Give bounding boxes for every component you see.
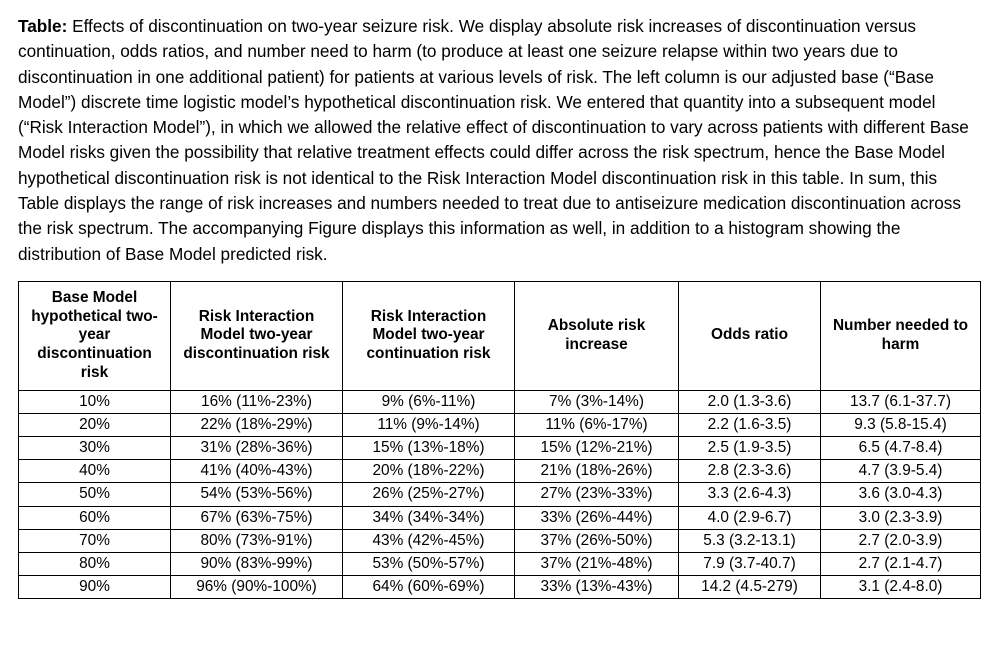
caption-text: Effects of discontinuation on two-year seizure risk. We display absolute risk increases of discontinuation versus continuation, odds ratios, and number need to harm (to produce at least one seizure relapse within two years due to discontinuation in one additional patient) for patients at various levels of risk. The left column is our adjusted base (“Base Model”) discrete time logistic model’s hypothetical discontinuation risk. We entered that quantity into a subsequent model (“Risk Interaction Model”), in which we allowed the relative effect of discontinuation to vary across patients with different Base Model risks given the possibility that relative treatment effects could differ across the risk spectrum, hence the Base Model hypothetical discontinuation risk is not identical to the Risk Interaction Model discontinuation risk in this table. In sum, this Table displays the range of risk increases and numbers needed to treat due to antiseizure medication discontinuation across the risk spectrum. The accompanying Figure displays this information as well, in addition to a histogram showing the distribution of Base Model predicted risk. — [18, 16, 969, 264]
cell-absolute-risk-increase: 11% (6%-17%) — [515, 413, 679, 436]
cell-number-needed-to-harm: 13.7 (6.1-37.7) — [821, 390, 981, 413]
cell-rim-continuation-risk: 26% (25%-27%) — [343, 483, 515, 506]
table-row — [19, 552, 981, 575]
cell-base-model-risk: 90% — [19, 576, 171, 599]
cell-rim-discontinuation-risk: 54% (53%-56%) — [171, 483, 343, 506]
column-header-number-needed-to-harm: Number needed to harm — [821, 281, 981, 390]
cell-rim-continuation-risk: 64% (60%-69%) — [343, 576, 515, 599]
table-row — [19, 529, 981, 552]
column-header-absolute-risk-increase: Absolute risk increase — [515, 281, 679, 390]
table-row — [19, 437, 981, 460]
cell-rim-discontinuation-risk: 96% (90%-100%) — [171, 576, 343, 599]
cell-rim-continuation-risk: 20% (18%-22%) — [343, 460, 515, 483]
cell-rim-discontinuation-risk: 16% (11%-23%) — [171, 390, 343, 413]
cell-rim-discontinuation-risk: 80% (73%-91%) — [171, 529, 343, 552]
cell-number-needed-to-harm: 3.0 (2.3-3.9) — [821, 506, 981, 529]
table-row — [19, 506, 981, 529]
cell-odds-ratio: 7.9 (3.7-40.7) — [679, 552, 821, 575]
table-row — [19, 390, 981, 413]
cell-base-model-risk: 30% — [19, 437, 171, 460]
cell-absolute-risk-increase: 33% (26%-44%) — [515, 506, 679, 529]
cell-rim-discontinuation-risk: 90% (83%-99%) — [171, 552, 343, 575]
table-row — [19, 460, 981, 483]
cell-base-model-risk: 10% — [19, 390, 171, 413]
cell-number-needed-to-harm: 9.3 (5.8-15.4) — [821, 413, 981, 436]
cell-base-model-risk: 40% — [19, 460, 171, 483]
cell-odds-ratio: 14.2 (4.5-279) — [679, 576, 821, 599]
table-row — [19, 413, 981, 436]
table-row — [19, 483, 981, 506]
cell-absolute-risk-increase: 21% (18%-26%) — [515, 460, 679, 483]
cell-base-model-risk: 20% — [19, 413, 171, 436]
table-row — [19, 576, 981, 599]
table-caption — [18, 14, 982, 267]
cell-base-model-risk: 50% — [19, 483, 171, 506]
cell-rim-continuation-risk: 9% (6%-11%) — [343, 390, 515, 413]
table-body — [19, 390, 981, 599]
cell-odds-ratio: 4.0 (2.9-6.7) — [679, 506, 821, 529]
cell-absolute-risk-increase: 37% (21%-48%) — [515, 552, 679, 575]
column-header-rim-continuation-risk: Risk Interaction Model two-year continuation risk — [343, 281, 515, 390]
cell-absolute-risk-increase: 27% (23%-33%) — [515, 483, 679, 506]
cell-rim-continuation-risk: 43% (42%-45%) — [343, 529, 515, 552]
cell-number-needed-to-harm: 2.7 (2.1-4.7) — [821, 552, 981, 575]
cell-rim-discontinuation-risk: 67% (63%-75%) — [171, 506, 343, 529]
cell-rim-continuation-risk: 11% (9%-14%) — [343, 413, 515, 436]
cell-base-model-risk: 70% — [19, 529, 171, 552]
cell-odds-ratio: 5.3 (3.2-13.1) — [679, 529, 821, 552]
cell-odds-ratio: 2.2 (1.6-3.5) — [679, 413, 821, 436]
cell-number-needed-to-harm: 3.1 (2.4-8.0) — [821, 576, 981, 599]
cell-rim-discontinuation-risk: 22% (18%-29%) — [171, 413, 343, 436]
cell-base-model-risk: 60% — [19, 506, 171, 529]
cell-absolute-risk-increase: 7% (3%-14%) — [515, 390, 679, 413]
cell-odds-ratio: 2.0 (1.3-3.6) — [679, 390, 821, 413]
cell-number-needed-to-harm: 6.5 (4.7-8.4) — [821, 437, 981, 460]
cell-absolute-risk-increase: 15% (12%-21%) — [515, 437, 679, 460]
table-header — [19, 281, 981, 390]
cell-odds-ratio: 2.5 (1.9-3.5) — [679, 437, 821, 460]
cell-odds-ratio: 3.3 (2.6-4.3) — [679, 483, 821, 506]
results-table — [18, 281, 981, 599]
cell-rim-discontinuation-risk: 41% (40%-43%) — [171, 460, 343, 483]
cell-absolute-risk-increase: 37% (26%-50%) — [515, 529, 679, 552]
cell-number-needed-to-harm: 3.6 (3.0-4.3) — [821, 483, 981, 506]
cell-odds-ratio: 2.8 (2.3-3.6) — [679, 460, 821, 483]
caption-label: Table: — [18, 16, 68, 36]
column-header-base-model-risk: Base Model hypothetical two-year discontinuation risk — [19, 281, 171, 390]
header-row — [19, 281, 981, 390]
cell-rim-continuation-risk: 53% (50%-57%) — [343, 552, 515, 575]
column-header-odds-ratio: Odds ratio — [679, 281, 821, 390]
cell-base-model-risk: 80% — [19, 552, 171, 575]
cell-rim-continuation-risk: 34% (34%-34%) — [343, 506, 515, 529]
cell-rim-discontinuation-risk: 31% (28%-36%) — [171, 437, 343, 460]
cell-number-needed-to-harm: 2.7 (2.0-3.9) — [821, 529, 981, 552]
cell-rim-continuation-risk: 15% (13%-18%) — [343, 437, 515, 460]
cell-number-needed-to-harm: 4.7 (3.9-5.4) — [821, 460, 981, 483]
cell-absolute-risk-increase: 33% (13%-43%) — [515, 576, 679, 599]
column-header-rim-discontinuation-risk: Risk Interaction Model two-year discontinuation risk — [171, 281, 343, 390]
